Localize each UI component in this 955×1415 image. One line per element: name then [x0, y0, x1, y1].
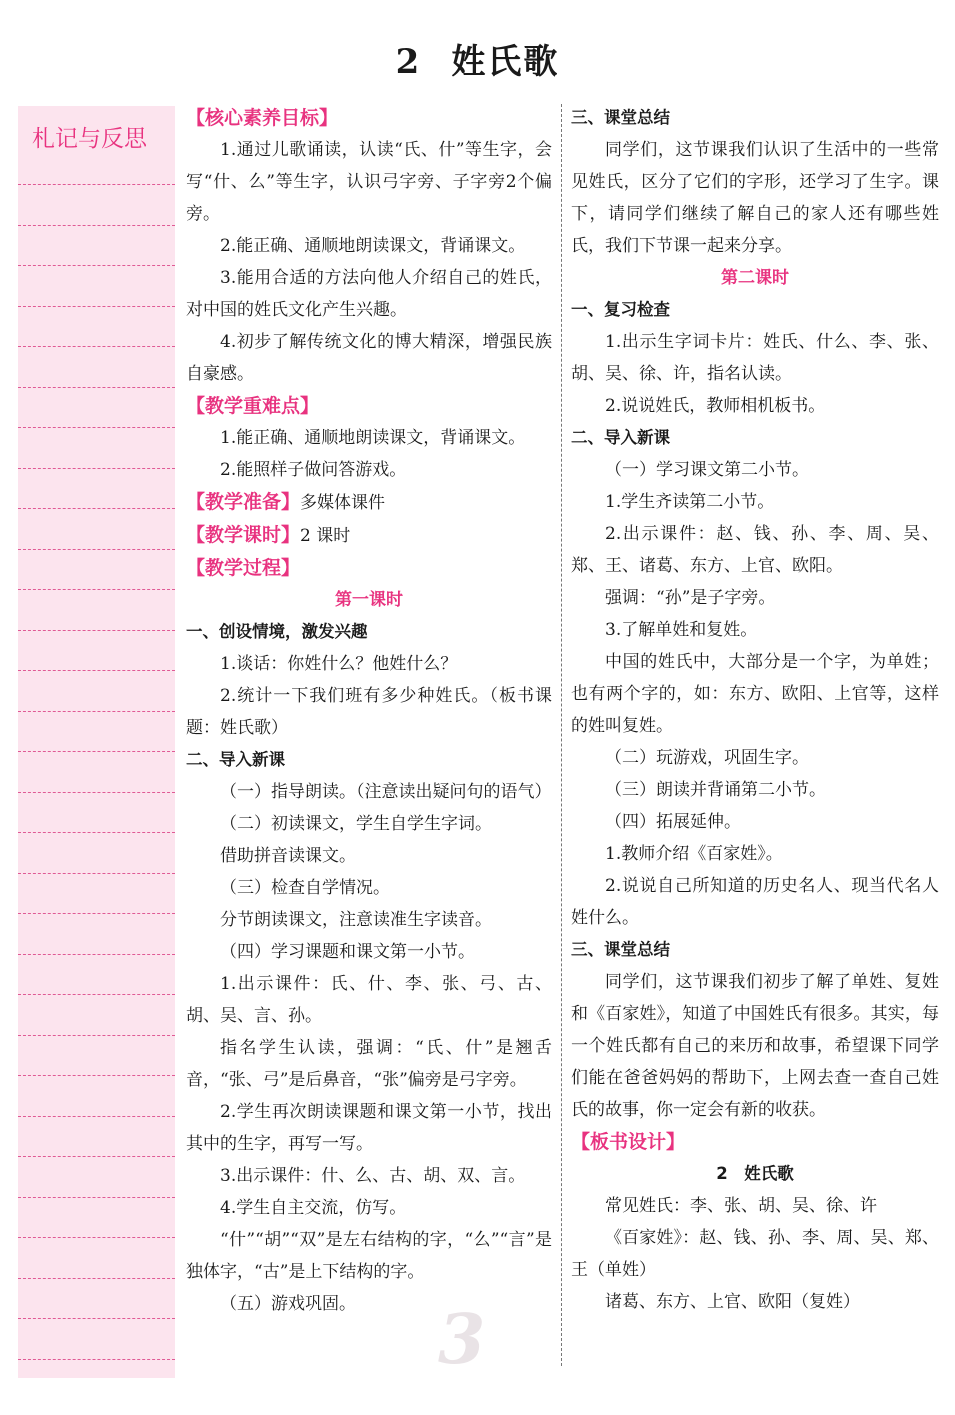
lesson-number: 2 — [395, 42, 422, 82]
section-tag-label: 【板书设计】 — [571, 1131, 686, 1153]
paragraph: （一）学习课文第二小节。 — [605, 460, 809, 480]
sidebar-note-line — [18, 508, 175, 509]
paragraph: 指名学生认读，强调：“氏、什”是翘舌音，“张、弓”是后鼻音，“张”偏旁是弓字旁。 — [186, 1038, 552, 1090]
section-heading: 二、导入新课 — [571, 428, 670, 447]
paragraph: 1.谈话：你姓什么？他姓什么？ — [220, 654, 458, 674]
paragraph: （四）学习课题和课文第一小节。 — [220, 942, 475, 962]
sidebar-note-line — [18, 1075, 175, 1076]
paragraph: 1.出示生字词卡片：姓氏、什么、李、张、胡、吴、徐、许，指名认读。 — [571, 332, 939, 384]
lesson-period-heading: 第一课时 — [335, 590, 403, 610]
sidebar-note-line — [18, 1359, 175, 1360]
paragraph: 《百家姓》：赵、钱、孙、李、周、吴、郑、王（单姓） — [571, 1228, 939, 1280]
paragraph: 4.学生自主交流，仿写。 — [220, 1198, 407, 1218]
section-tag — [186, 519, 552, 552]
section-tag — [186, 102, 552, 134]
column-divider — [561, 104, 562, 1366]
paragraph: 2.统计一下我们班有多少种姓氏。（板书课题：姓氏歌） — [186, 686, 552, 738]
paragraph: 2.说说姓氏，教师相机板书。 — [605, 396, 826, 416]
paragraph: 2.能正确、通顺地朗读课文，背诵课文。 — [220, 236, 526, 256]
section-heading: 二、导入新课 — [186, 750, 285, 769]
section-heading: 一、复习检查 — [571, 300, 670, 319]
section-tag-label: 【教学准备】 — [186, 491, 301, 513]
left-column — [186, 102, 552, 1320]
paragraph: 3.出示课件：什、么、古、胡、双、言。 — [220, 1166, 526, 1186]
paragraph: “什”“胡”“双”是左右结构的字，“么”“言”是独体字，“古”是上下结构的字。 — [186, 1230, 552, 1282]
section-heading: 一、创设情境，激发兴趣 — [186, 622, 368, 641]
paragraph: 同学们，这节课我们初步了解了单姓、复姓和《百家姓》，知道了中国姓氏有很多。其实，每一个姓氏都有自己的来历和故事，希望课下同学们能在爸爸妈妈的帮助下，上网去查一查自己姓氏的故事，你一定会有新的收获。 — [571, 972, 939, 1120]
sidebar-note-line — [18, 751, 175, 752]
paragraph: （三）朗读并背诵第二小节。 — [605, 780, 826, 800]
paragraph: （二）初读课文，学生自学生字词。 — [220, 814, 492, 834]
sidebar-note-line — [18, 1197, 175, 1198]
sidebar-note-line — [18, 832, 175, 833]
sidebar-note-line — [18, 792, 175, 793]
section-tag — [186, 552, 552, 584]
section-tag-label: 【教学课时】 — [186, 524, 301, 546]
paragraph: 1.能正确、通顺地朗读课文，背诵课文。 — [220, 428, 526, 448]
paragraph: 4.初步了解传统文化的博大精深，增强民族自豪感。 — [186, 332, 552, 384]
paragraph: 强调：“孙”是子字旁。 — [605, 588, 776, 608]
section-tag — [186, 486, 552, 519]
section-tag — [186, 390, 552, 422]
sidebar-note-line — [18, 913, 175, 914]
section-tag-value: 2 课时 — [300, 526, 351, 546]
paragraph: 同学们，这节课我们认识了生活中的一些常见姓氏，区分了它们的字形，还学习了生字。课下，请同学们继续了解自己的家人还有哪些姓氏，我们下节课一起来分享。 — [571, 140, 939, 256]
lesson-period-heading: 第二课时 — [721, 268, 789, 288]
paragraph: 2.能照样子做问答游戏。 — [220, 460, 407, 480]
paragraph: 分节朗读课文，注意读准生字读音。 — [220, 910, 492, 930]
sidebar-note-line — [18, 1156, 175, 1157]
sidebar-note-line — [18, 1237, 175, 1238]
notes-sidebar — [18, 106, 175, 1378]
paragraph: （五）游戏巩固。 — [220, 1294, 356, 1314]
board-design-title: 2 姓氏歌 — [716, 1164, 794, 1183]
sidebar-note-line — [18, 1318, 175, 1319]
sidebar-note-line — [18, 1278, 175, 1279]
sidebar-note-line — [18, 711, 175, 712]
right-column — [571, 102, 939, 1318]
sidebar-note-line — [18, 1116, 175, 1117]
paragraph: 2.说说自己所知道的历史名人、现当代名人姓什么。 — [571, 876, 939, 928]
page-number: 3 — [438, 1300, 486, 1380]
sidebar-note-line — [18, 346, 175, 347]
paragraph: 3.能用合适的方法向他人介绍自己的姓氏，对中国的姓氏文化产生兴趣。 — [186, 268, 552, 320]
sidebar-note-line — [18, 387, 175, 388]
paragraph: 1.教师介绍《百家姓》。 — [605, 844, 783, 864]
sidebar-note-line — [18, 468, 175, 469]
sidebar-note-line — [18, 225, 175, 226]
paragraph: 1.学生齐读第二小节。 — [605, 492, 775, 512]
lesson-title — [0, 34, 955, 83]
sidebar-note-line — [18, 994, 175, 995]
section-tag-value: 多媒体课件 — [300, 493, 386, 513]
sidebar-note-line — [18, 265, 175, 266]
sidebar-note-line — [18, 184, 175, 185]
section-tag-label: 【教学重难点】 — [186, 395, 320, 417]
sidebar-note-line — [18, 873, 175, 874]
section-heading: 三、课堂总结 — [571, 940, 670, 959]
sidebar-note-line — [18, 630, 175, 631]
paragraph: 3.了解单姓和复姓。 — [605, 620, 758, 640]
paragraph: （二）玩游戏，巩固生字。 — [605, 748, 809, 768]
sidebar-note-line — [18, 589, 175, 590]
sidebar-note-line — [18, 306, 175, 307]
section-tag-label: 【核心素养目标】 — [186, 107, 339, 129]
paragraph: 1.出示课件：氏、什、李、张、弓、古、胡、吴、言、孙。 — [186, 974, 552, 1026]
paragraph: 1.通过儿歌诵读，认读“氏、什”等生字，会写“什、么”等生字，认识弓字旁、子字旁2个偏旁。 — [186, 140, 552, 224]
lesson-title-text: 姓氏歌 — [451, 42, 560, 82]
sidebar-note-line — [18, 670, 175, 671]
paragraph: （四）拓展延伸。 — [605, 812, 741, 832]
paragraph: 常见姓氏：李、张、胡、吴、徐、许 — [605, 1196, 877, 1216]
sidebar-note-line — [18, 549, 175, 550]
sidebar-note-line — [18, 427, 175, 428]
paragraph: 借助拼音读课文。 — [220, 846, 356, 866]
paragraph: （一）指导朗读。（注意读出疑问句的语气） — [220, 782, 552, 802]
section-heading: 三、课堂总结 — [571, 108, 670, 127]
paragraph: 诸葛、东方、上官、欧阳（复姓） — [605, 1292, 860, 1312]
section-tag — [571, 1126, 939, 1158]
paragraph: （三）检查自学情况。 — [220, 878, 390, 898]
sidebar-note-line — [18, 1035, 175, 1036]
paragraph: 2.学生再次朗读课题和课文第一小节，找出其中的生字，再写一写。 — [186, 1102, 552, 1154]
section-tag-label: 【教学过程】 — [186, 557, 301, 579]
paragraph: 2.出示课件：赵、钱、孙、李、周、吴、郑、王、诸葛、东方、上官、欧阳。 — [571, 524, 939, 576]
sidebar-note-line — [18, 954, 175, 955]
sidebar-heading: 札记与反思 — [32, 126, 147, 152]
paragraph: 中国的姓氏中，大部分是一个字，为单姓；也有两个字的，如：东方、欧阳、上官等，这样的姓叫复姓。 — [571, 652, 939, 736]
